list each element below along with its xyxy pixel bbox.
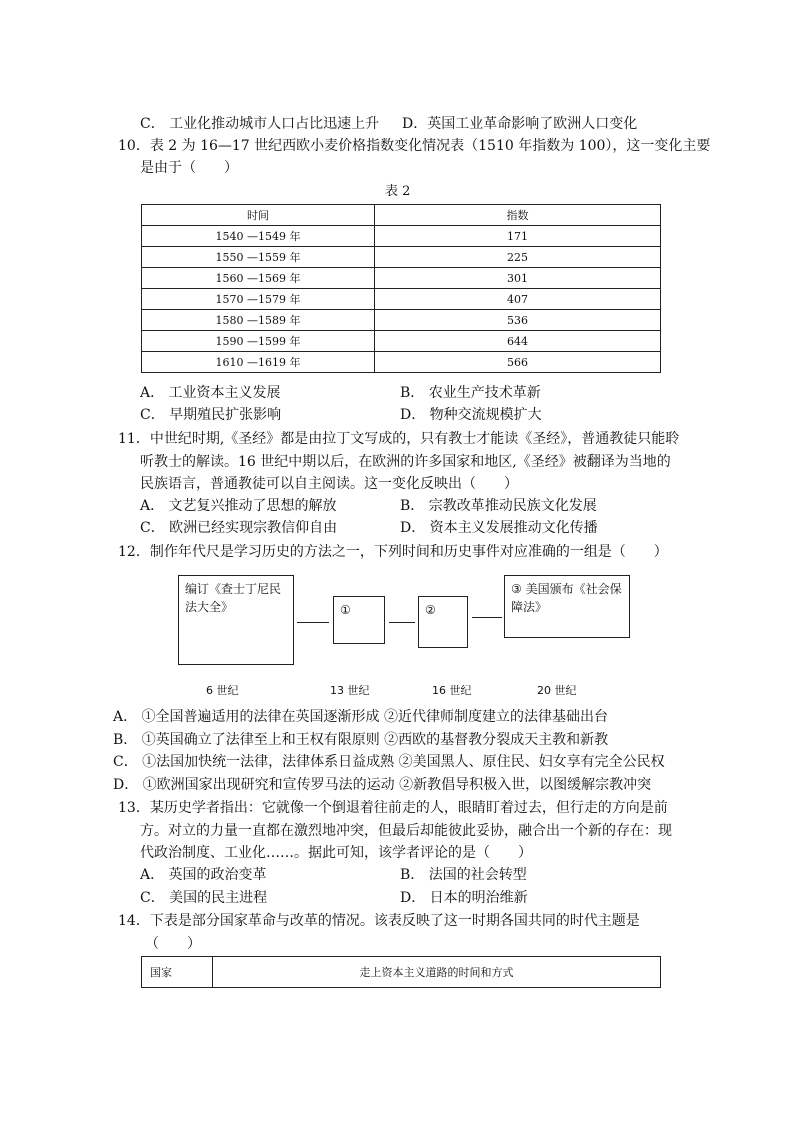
q11-stem-line1: 11．中世纪时期,《圣经》都是由拉丁文写成的，只有教士才能读《圣经》，普通教徒只能聆	[118, 431, 680, 447]
q11-stem-line2: 听教士的解读。16 世纪中期以后，在欧洲的许多国家和地区,《圣经》被翻译为当地的	[140, 454, 671, 470]
timeline-connector	[472, 617, 502, 618]
table-cell-index: 566	[375, 352, 661, 373]
table-cell-index: 407	[375, 289, 661, 310]
table-2-title: 表 2	[385, 184, 411, 199]
q13-option-b: B． 法国的社会转型	[400, 867, 527, 883]
timeline-connector	[297, 622, 329, 623]
q10-stem-line2: 是由于（ ）	[140, 160, 238, 176]
q12-option-c: C． ①法国加快统一法律，法律体系日益成熟 ②美国黑人、原住民、妇女享有完全公民权	[113, 754, 665, 770]
revolution-table	[141, 956, 661, 988]
timeline-box-social-security: ③ 美国颁布《社会保障法》	[504, 575, 630, 638]
q12-option-a: A． ①全国普遍适用的法律在英国逐渐形成 ②近代律师制度建立的法律基础出台	[113, 709, 609, 725]
century-label-13: 13 世纪	[330, 684, 370, 697]
q11-option-b: B． 宗教改革推动民族文化发展	[400, 498, 597, 514]
table-cell-period: 1560 —1569 年	[142, 268, 375, 289]
q11-option-a: A． 文艺复兴推动了思想的解放	[140, 498, 337, 514]
table-cell-index: 171	[375, 226, 661, 247]
table-cell-index: 644	[375, 331, 661, 352]
q10-stem-line1: 10．表 2 为 16—17 世纪西欧小麦价格指数变化情况表（1510 年指数为 100），这一变化主要	[118, 138, 711, 154]
table-cell-period: 1550 —1559 年	[142, 247, 375, 268]
table-header-country: 国家	[142, 957, 213, 988]
q11-stem-line3: 民族语言，普通教徒可以自主阅读。这一变化反映出（ ）	[140, 476, 518, 492]
timeline-box-1: ①	[333, 596, 385, 644]
table-cell-period: 1570 —1579 年	[142, 289, 375, 310]
q11-option-c: C． 欧洲已经实现宗教信仰自由	[140, 520, 338, 536]
century-label-16: 16 世纪	[432, 684, 472, 697]
q13-stem-line3: 代政治制度、工业化……。据此可知，该学者评论的是（ ）	[140, 845, 532, 861]
q12-stem: 12．制作年代尺是学习历史的方法之一，下列时间和历史事件对应准确的一组是（ ）	[118, 544, 668, 560]
table-header-index: 指数	[375, 205, 661, 226]
table-cell-period: 1540 —1549 年	[142, 226, 375, 247]
price-index-table	[141, 204, 661, 373]
q10-option-d: D． 物种交流规模扩大	[400, 407, 542, 423]
q13-option-c: C． 美国的民主进程	[140, 890, 268, 906]
timeline-box-2: ②	[418, 596, 468, 648]
table-cell-period: 1580 —1589 年	[142, 310, 375, 331]
table-cell-period: 1610 —1619 年	[142, 352, 375, 373]
timeline-connector	[389, 622, 415, 623]
q13-option-a: A． 英国的政治变革	[140, 867, 267, 883]
q9-option-c: C． 工业化推动城市人口占比迅速上升	[140, 116, 380, 132]
timeline-box-justinian: 编订《查士丁尼民法大全》	[178, 575, 294, 665]
table-cell-period: 1590 —1599 年	[142, 331, 375, 352]
q14-stem-line2: （ ）	[145, 936, 201, 952]
table-cell-index: 301	[375, 268, 661, 289]
q13-stem-line1: 13．某历史学者指出：它就像一个倒退着往前走的人，眼睛盯着过去，但行走的方向是前	[118, 800, 668, 816]
q11-option-d: D． 资本主义发展推动文化传播	[400, 520, 598, 536]
century-label-20: 20 世纪	[537, 684, 577, 697]
century-label-6: 6 世纪	[206, 684, 239, 697]
q13-option-d: D． 日本的明治维新	[400, 890, 528, 906]
q13-stem-line2: 方。对立的力量一直都在激烈地冲突，但最后却能彼此妥协，融合出一个新的存在：现	[140, 823, 672, 839]
table-cell-index: 225	[375, 247, 661, 268]
table-header-time: 时间	[142, 205, 375, 226]
q10-option-b: B． 农业生产技术革新	[400, 385, 541, 401]
q12-option-d: D． ①欧洲国家出现研究和宣传罗马法的运动 ②新教倡导积极入世，以图缓解宗教冲突	[113, 777, 652, 793]
table-header-path: 走上资本主义道路的时间和方式	[213, 957, 661, 988]
q12-option-b: B． ①英国确立了法律至上和王权有限原则 ②西欧的基督教分裂成天主教和新教	[113, 732, 609, 748]
q14-stem-line1: 14．下表是部分国家革命与改革的情况。该表反映了这一时期各国共同的时代主题是	[118, 913, 640, 929]
table-cell-index: 536	[375, 310, 661, 331]
q10-option-a: A． 工业资本主义发展	[140, 385, 281, 401]
q10-option-c: C． 早期殖民扩张影响	[140, 407, 282, 423]
q9-option-d: D．英国工业革命影响了欧洲人口变化	[402, 116, 638, 132]
